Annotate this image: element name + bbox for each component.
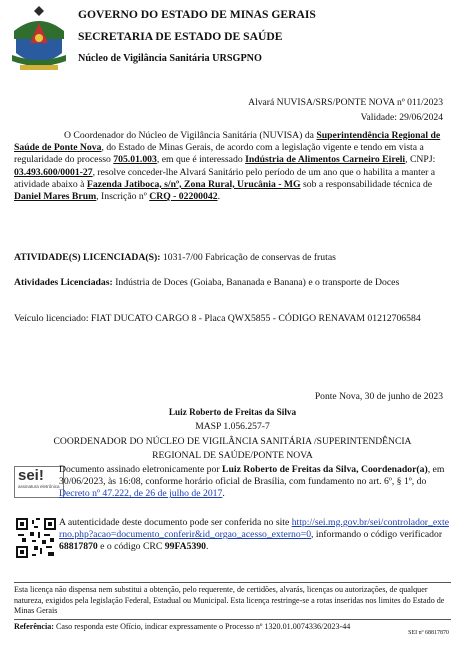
main-paragraph: O Coordenador do Núcleo de Vigilância Sanitária (NUVISA) da Superintendência Regional de Saúde de Ponte Nova, do Estado de Minas Gerais, de acordo com a legislação vigente e tendo em vista a regularidade do processo 705.01.003, em que é interessado Indústria de Alimentos Carneiro Eireli, CNPJ: 03.493.600/0001-27, resolve conceder-lhe Alvará Sanitário pelo período de um ano que o habilita a manter a atividade abaixo à Fazenda Jatiboca, s/nº, Zona Rural, Urucânia - MG sob a responsabilidade técnica de Daniel Mares Brum, Inscrição nº CRQ - 02200042.: [14, 130, 441, 203]
verification-code: 68817870: [59, 541, 98, 553]
coat-of-arms-logo: [10, 5, 68, 75]
footer-divider-2: [14, 619, 451, 620]
sei-document-number: SEI nº 68817870: [408, 630, 449, 636]
header-line-secretariat: SECRETARIA DE ESTADO DE SAÚDE: [78, 30, 283, 43]
crc-code: 99FA5390: [164, 541, 207, 553]
footer-divider: [14, 582, 451, 583]
sei-logo: sei! assinatura eletrônica: [14, 466, 64, 498]
qr-code-icon: [16, 518, 56, 558]
signer-name: Luiz Roberto de Freitas da Silva: [168, 407, 297, 417]
crq-number: CRQ - 02200042: [149, 191, 218, 203]
vehicle-licensed: Veículo licenciado: FIAT DUCATO CARGO 8 - Placa QWX5855 - CÓDIGO RENAVAM 01212706584: [14, 313, 421, 324]
org-name: Superintendência Regional de Saúde de Ponte Nova: [14, 130, 441, 154]
company-address: Fazenda Jatiboca, s/nº, Zona Rural, Urucânia - MG: [86, 178, 301, 190]
alvara-number: Alvará NUVISA/SRS/PONTE NOVA nº 011/2023: [248, 97, 443, 108]
license-notice: Esta licença não dispensa nem substitui a obtenção, pelo requerente, de certidões, alvarás, licenças ou autorizações, de qualquer natureza, exigidos pela legislação Federal, Estadual ou Municipal. Esta licença restringe-se a rotas inseridas nos limites do Estado de Minas Gerais: [14, 585, 445, 615]
process-number: 705.01.003: [113, 154, 157, 166]
header-line-government: GOVERNO DO ESTADO DE MINAS GERAIS: [78, 8, 316, 21]
alvara-validity: Validade: 29/06/2024: [360, 112, 443, 123]
company-name: Indústria de Alimentos Carneiro Eireli: [245, 154, 406, 166]
activities-description: Atividades Licenciadas: Indústria de Doces (Goiaba, Bananada e Banana) e o transporte de Doces: [14, 277, 400, 288]
authenticity-text: A autenticidade deste documento pode ser conferida no site http://sei.mg.gov.br/sei/controlador_externo.php?acao=documento_conferir&id_orgao_acesso_externo=0, informando o código verificador 68817870 e o código CRC 99FA5390.: [59, 517, 450, 553]
reference-text: Referência: Caso responda este Ofício, indicar expressamente o Processo nº 1320.01.0074336/2023-44: [14, 622, 351, 631]
responsible-name: Daniel Mares Brum: [14, 191, 97, 203]
signer-role-line2: REGIONAL DE SAÚDE/PONTE NOVA: [152, 450, 313, 461]
header-line-nucleus: Núcleo de Vigilância Sanitária URSGPNO: [78, 53, 262, 64]
activity-licensed: ATIVIDADE(S) LICENCIADA(S): 1031-7/00 Fabricação de conservas de frutas: [14, 252, 336, 263]
place-date: Ponte Nova, 30 de junho de 2023: [314, 391, 443, 402]
cnpj-number: 03.493.600/0001-27: [14, 166, 93, 178]
signer-role-line1: COORDENADOR DO NÚCLEO DE VIGILÂNCIA SANITÁRIA /SUPERINTENDÊNCIA: [53, 436, 412, 447]
sei-signed-text: Documento assinado eletronicamente por Luiz Roberto de Freitas da Silva, Coordenador(a), em 30/06/2023, às 16:08, conforme horário oficial de Brasília, com fundamento no art. 6º, § 1º, do Decreto nº 47.222, de 26 de julho de 2017.: [59, 464, 445, 500]
signer-masp: MASP 1.056.257-7: [195, 421, 270, 432]
sei-verify-link[interactable]: http://sei.mg.gov.br/sei/controlador_externo.php?acao=documento_conferir&id_orgao_acesso_externo=0: [59, 517, 450, 541]
sei-signer: Luiz Roberto de Freitas da Silva, Coordenador(a): [222, 464, 428, 475]
decree-link[interactable]: Decreto nº 47.222, de 26 de julho de 2017: [59, 488, 223, 500]
